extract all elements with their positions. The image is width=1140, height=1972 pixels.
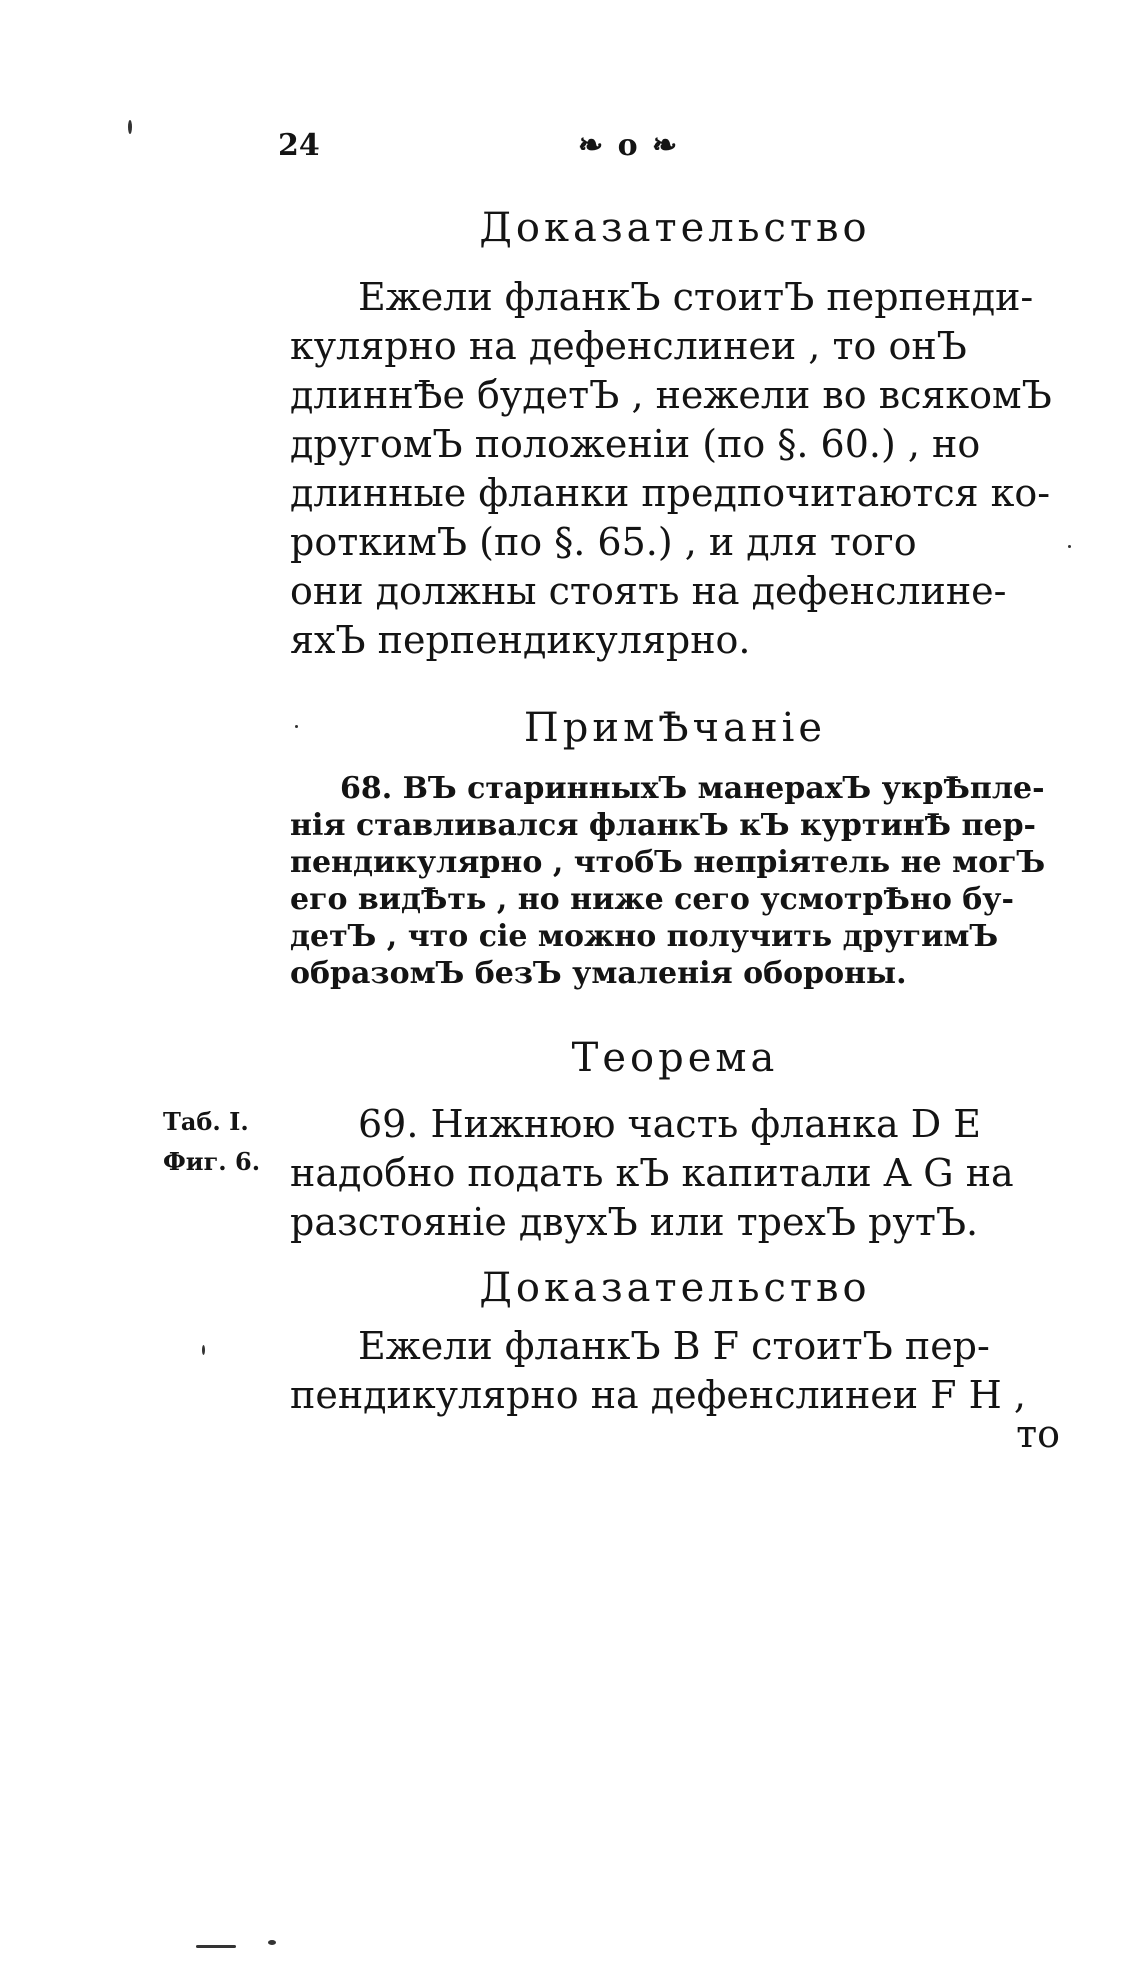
catchword: то xyxy=(1016,1412,1060,1456)
print-speck xyxy=(268,1940,276,1945)
text-line: Ежели фланкЪ стоитЪ перпенди- xyxy=(358,275,1034,319)
text-line: его видѢть , но ниже сего усмотрѢно бу- xyxy=(290,882,1014,917)
print-speck xyxy=(1068,545,1071,548)
text-line: кулярно на дефенслинеи , то онЪ xyxy=(290,324,967,368)
proof-paragraph-2 xyxy=(290,1322,1060,1420)
text-line: пендикулярно на дефенслинеи F H , xyxy=(290,1373,1026,1417)
page-number: 24 xyxy=(278,128,320,163)
text-line: разстоянiе двухЪ или трехЪ рутЪ. xyxy=(290,1200,979,1244)
print-speck xyxy=(202,1345,205,1355)
proof-section-2 xyxy=(290,1265,1060,1311)
print-speck xyxy=(295,725,298,728)
text-line: нiя ставливался фланкЪ кЪ куртинѢ пер- xyxy=(290,808,1037,843)
text-line: другомЪ положенiи (по §. 60.) , но xyxy=(290,422,981,466)
note-section xyxy=(290,705,1060,751)
section-heading-theorem: Теорема xyxy=(571,1035,779,1081)
text-line: образомЪ безЪ умаленiя обороны. xyxy=(290,956,907,991)
text-line: Ежели фланкЪ B F стоитЪ пер- xyxy=(358,1324,990,1368)
text-line: они должны стоять на дефенслине- xyxy=(290,569,1007,613)
text-line: 69. Нижнюю часть фланка D E xyxy=(358,1102,981,1146)
note-paragraph xyxy=(290,770,1060,992)
margin-note-figure: Фиг. 6. xyxy=(163,1147,261,1176)
proof-paragraph-1 xyxy=(290,273,1060,665)
theorem-section xyxy=(290,1035,1060,1081)
running-header xyxy=(0,128,1140,168)
theorem-paragraph xyxy=(290,1100,1060,1247)
text-line: надобно подать кЪ капитали A G на xyxy=(290,1151,1014,1195)
print-speck xyxy=(128,120,132,134)
text-line: детЪ , что сiе можно получить другимЪ xyxy=(290,919,999,954)
proof-section-1 xyxy=(290,205,1060,251)
text-line: длинные фланки предпочитаются ко- xyxy=(290,471,1051,515)
section-heading-note: ПримѢчанiе xyxy=(523,705,827,751)
text-line: роткимЪ (по §. 65.) , и для того xyxy=(290,520,917,564)
text-line: яхЪ перпендикулярно. xyxy=(290,618,751,662)
text-line: пендикулярно , чтобЪ непрiятель не могЪ xyxy=(290,845,1046,880)
print-speck xyxy=(196,1945,236,1948)
header-ornament: ❧ o ❧ xyxy=(578,128,680,163)
margin-note-table: Таб. I. xyxy=(163,1107,249,1136)
section-heading-proof-2: Доказательство xyxy=(479,1265,871,1311)
text-line: 68. ВЪ старинныхЪ манерахЪ укрѢпле- xyxy=(340,771,1045,806)
text-line: длиннѢе будетЪ , нежели во всякомЪ xyxy=(290,373,1052,417)
section-heading-proof: Доказательство xyxy=(479,205,871,251)
